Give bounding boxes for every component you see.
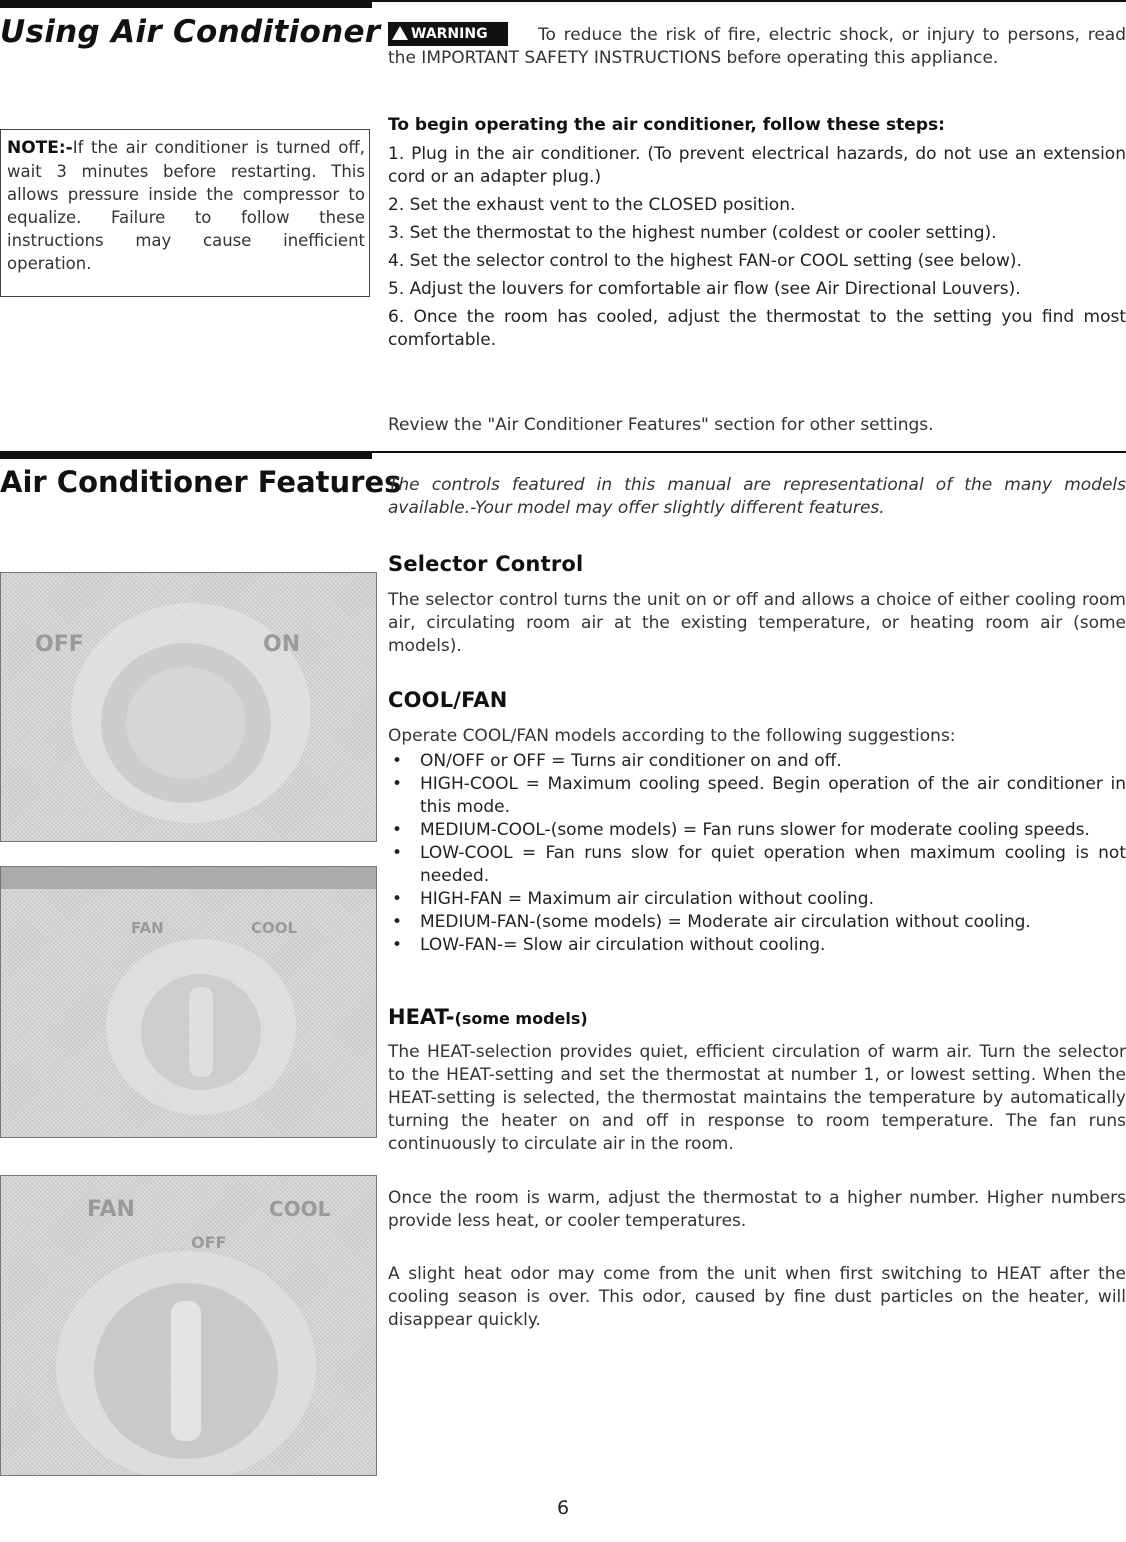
step-item: 6. Once the room has cooled, adjust the thermostat to the setting you find most comfortable. [388,307,1126,350]
coolfan-bullet: • HIGH-FAN = Maximum air circulation without cooling. [388,888,1126,911]
section-title-using: Using Air Conditioner [0,14,381,50]
note-label: NOTE:- [7,138,73,158]
coolfan-bullet: • MEDIUM-FAN-(some models) = Moderate air circulation without cooling. [388,911,1126,934]
knob-off-label: OFF [35,632,84,657]
coolfan-bullet: • LOW-COOL = Fan runs slow for quiet operation when maximum cooling is not needed. [388,842,1126,888]
heat-text-3: A slight heat odor may come from the unit when first switching to HEAT after the cooling season is over. This odor, caused by fine dust particles on the heater, will disappear quickly. [388,1264,1126,1330]
coolfan-bullet-list [388,750,1126,957]
step-item: 1. Plug in the air conditioner. (To prevent electrical hazards, do not use an extension cord or an adapter plug.) [388,144,1126,187]
coolfan-bullet: • LOW-FAN-= Slow air circulation without cooling. [388,934,1126,957]
note-box [0,129,370,297]
heat-heading [388,1005,588,1029]
section-divider-rule [0,451,1126,453]
warning-text [388,24,1126,70]
section-title-features: Air Conditioner Features [0,465,402,499]
knob-cool-label: COOL [251,919,298,937]
warning-text-content: To reduce the risk of fire, electric shock, or injury to persons, read the IMPORTANT SAFETY INSTRUCTIONS before operating this appliance. [388,25,1126,68]
selector-knob-photo-onoff [0,572,377,842]
warning-badge-label: WARNING [411,26,488,42]
note-body: If the air conditioner is turned off, wait 3 minutes before restarting. This allows pressure inside the compressor to equalize. Failure to follow these instructions may cause inefficient operation. [7,138,365,273]
heat-heading-main: HEAT- [388,1005,455,1029]
step-item: 4. Set the selector control to the highest FAN-or COOL setting (see below). [388,251,1022,271]
heat-text-2: Once the room is warm, adjust the thermostat to a higher number. Higher numbers provide less heat, or cooler temperatures. [388,1188,1126,1231]
heat-heading-sub: (some models) [454,1009,588,1028]
knob-cool-label: COOL [269,1197,331,1221]
knob-on-label: ON [263,632,301,657]
knob-off-label: OFF [191,1233,227,1252]
page-number: 6 [556,1497,570,1519]
coolfan-bullet: • ON/OFF or OFF = Turns air conditioner on and off. [388,750,1126,773]
section-top-rule [0,0,1126,2]
coolfan-heading: COOL/FAN [388,688,508,712]
knob-fan-label: FAN [87,1197,135,1222]
selector-control-heading: Selector Control [388,552,584,576]
coolfan-bullet: • MEDIUM-COOL-(some models) = Fan runs slower for moderate cooling speeds. [388,819,1126,842]
note-text [7,136,365,275]
step-item: 5. Adjust the louvers for comfortable air flow (see Air Directional Louvers). [388,279,1021,299]
selector-control-text: The selector control turns the unit on or off and allows a choice of either cooling room air, circulating room air at the existing temperature, or heating room air (some models). [388,590,1126,656]
knob-fan-label: FAN [131,919,164,937]
heat-text: The HEAT-selection provides quiet, efficient circulation of warm air. Turn the selector to the HEAT-setting and set the thermostat at number 1, or lowest setting. When the HEAT-setting is selected, the thermostat maintains the temperature by automatically turning the heater on and off in response to room temperature. The fan runs continuously to circulate air in the room. [388,1042,1126,1154]
selector-knob-photo-fancooloff [0,1175,377,1476]
coolfan-bullet: • HIGH-COOL = Maximum cooling speed. Begin operation of the air conditioner in this mode. [388,773,1126,819]
features-intro: The controls featured in this manual are representational of the many models available.-Your model may offer slightly different features. [388,475,1126,518]
steps-heading: To begin operating the air conditioner, follow these steps: [388,115,945,135]
coolfan-intro: Operate COOL/FAN models according to the following suggestions: [388,726,956,746]
steps-list [388,143,1126,357]
selector-knob-photo-fancool [0,866,377,1138]
step-item: 3. Set the thermostat to the highest number (coldest or cooler setting). [388,223,997,243]
step-item: 2. Set the exhaust vent to the CLOSED position. [388,195,796,215]
review-text: Review the "Air Conditioner Features" section for other settings. [388,415,934,435]
